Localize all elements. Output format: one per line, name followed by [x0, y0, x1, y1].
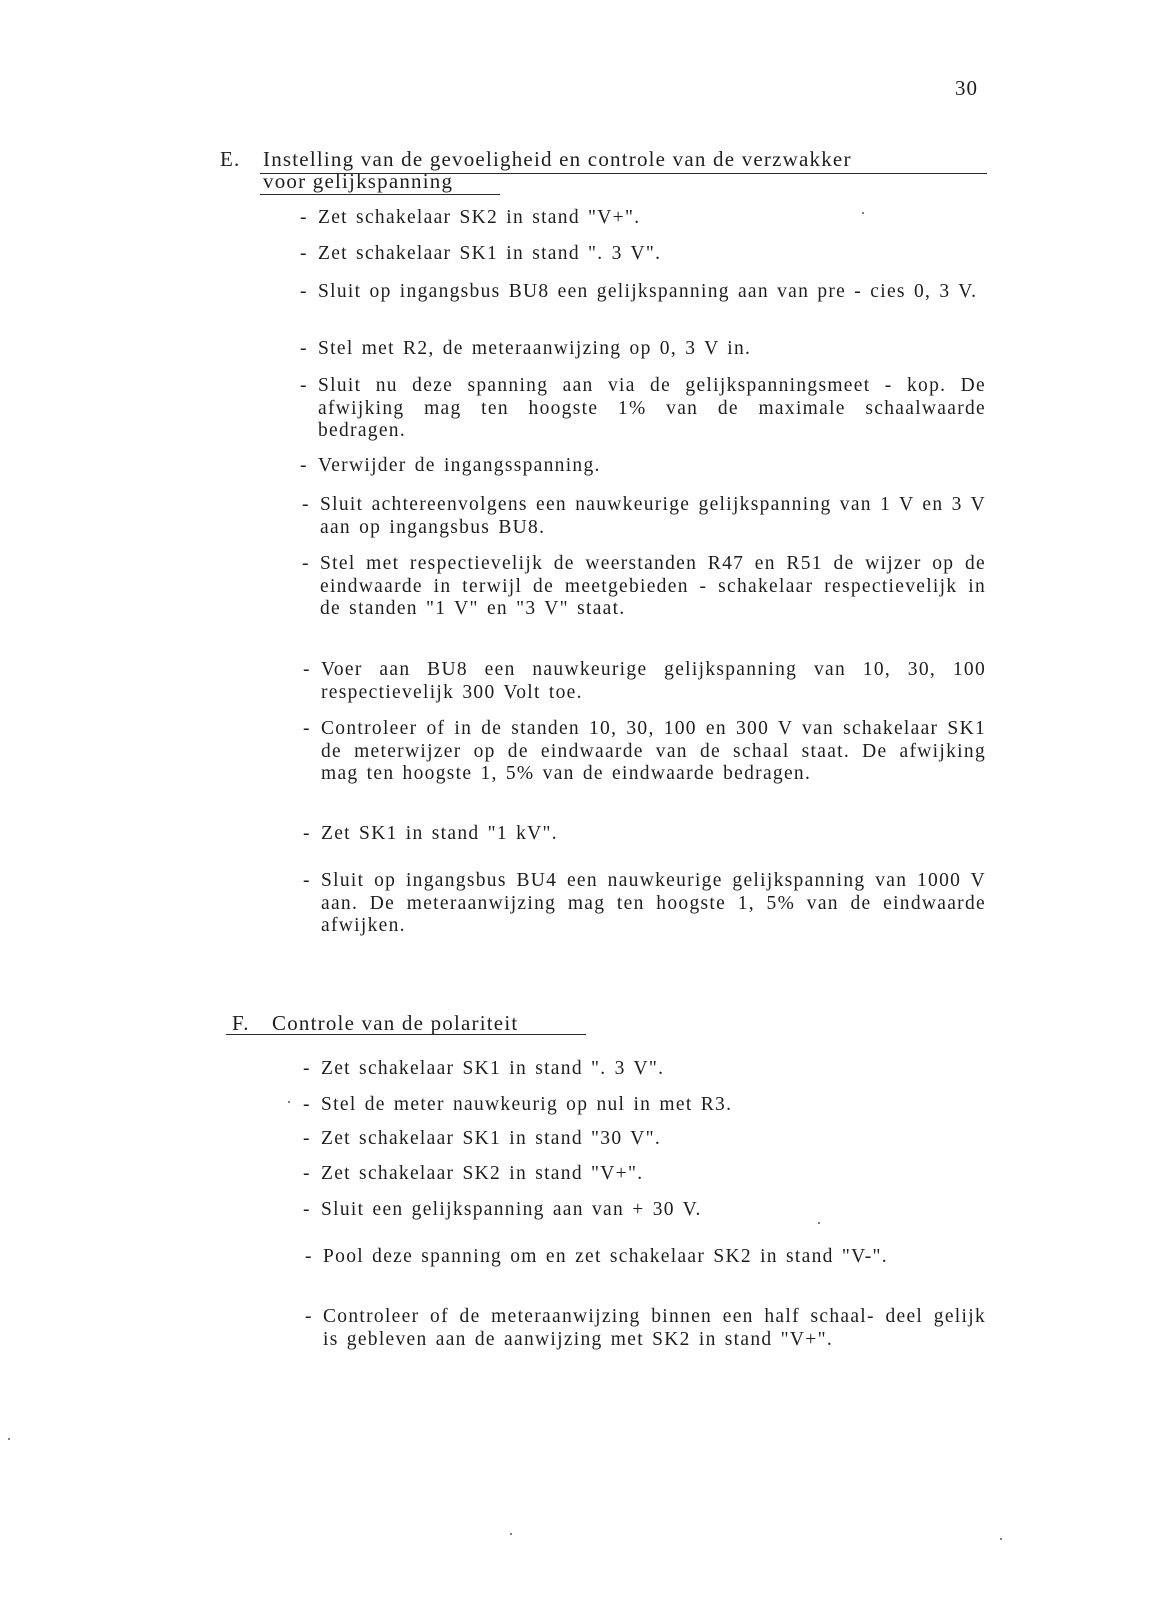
bullet-dash: -: [303, 659, 311, 680]
list-item-text: Sluit nu deze spanning aan via de gelijkspanningsmeet - kop. De afwijking mag ten hoogste 1% van de maximale schaalwaarde bedragen.: [318, 375, 986, 441]
list-item-text: Zet schakelaar SK1 in stand ". 3 V".: [321, 1058, 665, 1079]
list-item-text: Stel met respectievelijk de weerstanden R47 en R51 de wijzer op de eindwaarde in terwijl de meetgebieden - schakelaar respectievelijk in de standen "1 V" en "3 V" staat.: [320, 553, 986, 619]
section-e-heading: [220, 148, 990, 194]
list-item: [303, 659, 986, 704]
bullet-dash: -: [303, 1094, 311, 1115]
list-item-text: Controleer of de meteraanwijzing binnen een half schaal- deel gelijk is gebleven aan de aanwijzing met SK2 in stand "V+".: [323, 1306, 986, 1350]
bullet-dash: -: [303, 870, 311, 891]
list-item: [302, 553, 986, 621]
scan-speck: [862, 212, 864, 214]
list-item-text: Controleer of in de standen 10, 30, 100 en 300 V van schakelaar SK1 de meterwijzer op de eindwaarde van de schaal staat. De afwijking mag ten hoogste 1, 5% van de eindwaarde bedragen.: [321, 718, 986, 784]
bullet-dash: -: [302, 553, 310, 574]
list-item: [300, 207, 986, 230]
bullet-dash: -: [303, 1058, 311, 1079]
scan-speck: [818, 1222, 820, 1224]
bullet-dash: -: [300, 455, 308, 476]
list-item: [303, 823, 986, 846]
scan-speck: [8, 1438, 10, 1440]
bullet-dash: -: [305, 1306, 313, 1327]
section-e-underline: [260, 173, 987, 174]
scan-speck: [1000, 1538, 1002, 1540]
section-e-letter: E.: [220, 147, 241, 171]
bullet-dash: -: [300, 281, 308, 302]
section-e-title-line1: Instelling van de gevoeligheid en controle van de verzwakker: [263, 147, 852, 171]
list-item-text: Pool deze spanning om en zet schakelaar SK2 in stand "V-".: [323, 1246, 888, 1267]
list-item: [305, 1306, 986, 1351]
section-e-title-line2: voor gelijkspanning: [263, 169, 454, 193]
bullet-dash: -: [303, 718, 311, 739]
bullet-dash: -: [300, 243, 308, 264]
section-e-underline-2: [260, 194, 500, 195]
list-item: [300, 281, 986, 304]
list-item: [300, 375, 986, 443]
list-item-text: Sluit een gelijkspanning aan van + 30 V.: [321, 1199, 702, 1220]
bullet-dash: -: [303, 823, 311, 844]
scan-speck: [288, 1101, 290, 1103]
list-item-text: Zet schakelaar SK1 in stand "30 V".: [321, 1128, 662, 1149]
list-item-text: Sluit op ingangsbus BU8 een gelijkspanning aan van pre - cies 0, 3 V.: [318, 281, 978, 302]
list-item: [300, 455, 986, 478]
list-item: [300, 243, 986, 266]
list-item: [303, 1058, 986, 1081]
list-item-text: Zet SK1 in stand "1 kV".: [321, 823, 558, 844]
list-item: [303, 1199, 986, 1222]
list-item-text: Zet schakelaar SK1 in stand ". 3 V".: [318, 243, 662, 264]
list-item-text: Stel de meter nauwkeurig op nul in met R3.: [321, 1094, 733, 1115]
list-item: [303, 870, 986, 938]
list-item: [300, 338, 986, 361]
section-f-title: Controle van de polariteit: [272, 1011, 519, 1035]
scan-speck: [510, 1533, 512, 1535]
list-item: [302, 494, 986, 539]
list-item-text: Sluit achtereenvolgens een nauwkeurige gelijkspanning van 1 V en 3 V aan op ingangsbus BU8.: [320, 494, 986, 538]
bullet-dash: -: [300, 207, 308, 228]
page-number: 30: [955, 76, 978, 100]
bullet-dash: -: [305, 1246, 313, 1267]
list-item-text: Voer aan BU8 een nauwkeurige gelijkspanning van 10, 30, 100 respectievelijk 300 Volt toe.: [321, 659, 986, 703]
list-item-text: Zet schakelaar SK2 in stand "V+".: [318, 207, 641, 228]
bullet-dash: -: [300, 338, 308, 359]
list-item-text: Sluit op ingangsbus BU4 een nauwkeurige gelijkspanning van 1000 V aan. De meteraanwijzing mag ten hoogste 1, 5% van de eindwaarde afwijken.: [321, 870, 986, 936]
list-item: [303, 718, 986, 786]
bullet-dash: -: [303, 1199, 311, 1220]
list-item: [303, 1128, 986, 1151]
list-item-text: Zet schakelaar SK2 in stand "V+".: [321, 1163, 644, 1184]
section-f-underline: [226, 1034, 586, 1035]
list-item: [305, 1246, 986, 1269]
bullet-dash: -: [302, 494, 310, 515]
bullet-dash: -: [300, 375, 308, 396]
list-item-text: Stel met R2, de meteraanwijzing op 0, 3 V in.: [318, 338, 752, 359]
bullet-dash: -: [303, 1128, 311, 1149]
list-item: [303, 1094, 986, 1117]
list-item-text: Verwijder de ingangsspanning.: [318, 455, 601, 476]
section-f-heading: [232, 1012, 592, 1036]
section-f-letter: F.: [232, 1011, 250, 1035]
list-item: [303, 1163, 986, 1186]
bullet-dash: -: [303, 1163, 311, 1184]
